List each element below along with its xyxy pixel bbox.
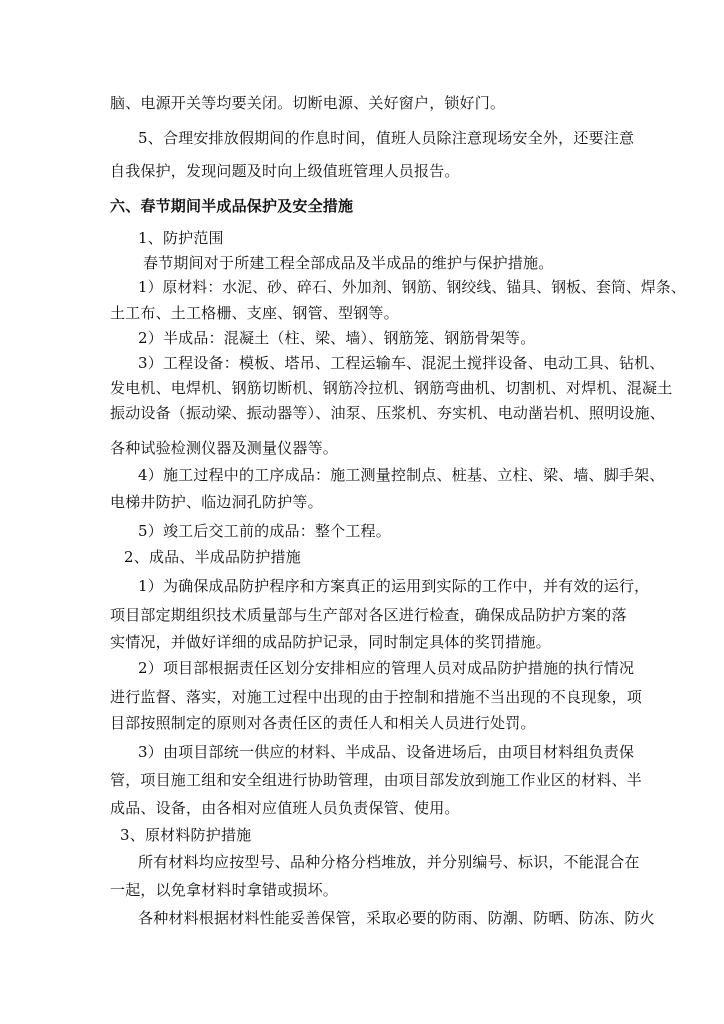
paragraph-line: 2）半成品：混凝土（柱、梁、墙）、钢筋笼、钢筋骨架等。 [138,329,536,347]
paragraph-line: 振动设备（振动梁、振动器等）、油泵、压浆机、夯实机、电动凿岩机、照明设施、 [110,404,665,422]
paragraph-line: 2）项目部根据责任区划分安排相应的管理人员对成品防护措施的执行情况 [138,659,635,677]
paragraph-line: 4）施工过程中的工序成品：施工测量控制点、桩基、立柱、梁、墙、脚手架、 [138,466,665,484]
paragraph-line: 发电机、电焊机、钢筋切断机、钢筋冷拉机、钢筋弯曲机、切割机、对焊机、混凝土 [110,379,673,397]
paragraph-line: 电梯井防护、临边洞孔防护等。 [110,493,323,511]
paragraph-line: 土工布、土工格栅、支座、钢管、型钢等。 [110,304,399,322]
paragraph-line: 自我保护，发现问题及时向上级值班管理人员报告。 [110,162,460,180]
paragraph-line: 各种材料根据材料性能妥善保管，采取必要的防雨、防潮、防晒、防冻、防火 [138,909,655,927]
section-heading: 六、春节期间半成品保护及安全措施 [110,197,354,215]
paragraph-line: 进行监督、落实，对施工过程中出现的由于控制和措施不当出现的不良现象，项 [110,688,643,706]
paragraph-line: 3）工程设备：模板、塔吊、工程运输车、混泥土搅拌设备、电动工具、钻机、 [138,354,665,372]
subsection-heading: 2、成品、半成品防护措施 [124,548,301,566]
paragraph-line: 实情况，并做好详细的成品防护记录，同时制定具体的奖罚措施。 [110,633,551,651]
subsection-heading: 3、原材料防护措施 [120,826,252,844]
paragraph-line: 各种试验检测仪器及测量仪器等。 [110,439,339,457]
paragraph-line: 项目部定期组织技术质量部与生产部对各区进行检查，确保成品防护方案的落 [110,606,627,624]
paragraph-line: 1）为确保成品防护程序和方案真正的运用到实际的工作中，并有效的运行， [138,577,650,595]
paragraph-line: 5）竣工后交工前的成品：整个工程。 [138,522,391,540]
paragraph-line: 3）由项目部统一供应的材料、半成品、设备进场后，由项目材料组负责保 [138,743,635,761]
paragraph-line: 1）原材料：水泥、砂、碎石、外加剂、钢筋、钢绞线、锚具、钢板、套筒、焊条、 [138,279,686,296]
paragraph-line: 脑、电源开关等均要关闭。切断电源、关好窗户，锁好门。 [110,94,506,112]
paragraph-line: 成品、设备，由各相对应值班人员负责保管、使用。 [110,799,460,817]
paragraph-line: 5、合理安排放假期间的作息时间，值班人员除注意现场安全外，还要注意 [138,129,635,147]
paragraph-line: 所有材料均应按型号、品种分格分档堆放，并分别编号、标识，不能混合在 [138,853,640,871]
paragraph-line: 一起，以免拿材料时拿错或损坏。 [110,881,339,899]
paragraph-line: 目部按照制定的原则对各责任区的责任人和相关人员进行处罚。 [110,714,536,732]
paragraph-line: 春节期间对于所建工程全部成品及半成品的维护与保护措施。 [143,254,554,272]
paragraph-line: 管，项目施工组和安全组进行协助管理，由项目部发放到施工作业区的材料、半 [110,771,643,789]
subsection-heading: 1、防护范围 [138,229,224,247]
